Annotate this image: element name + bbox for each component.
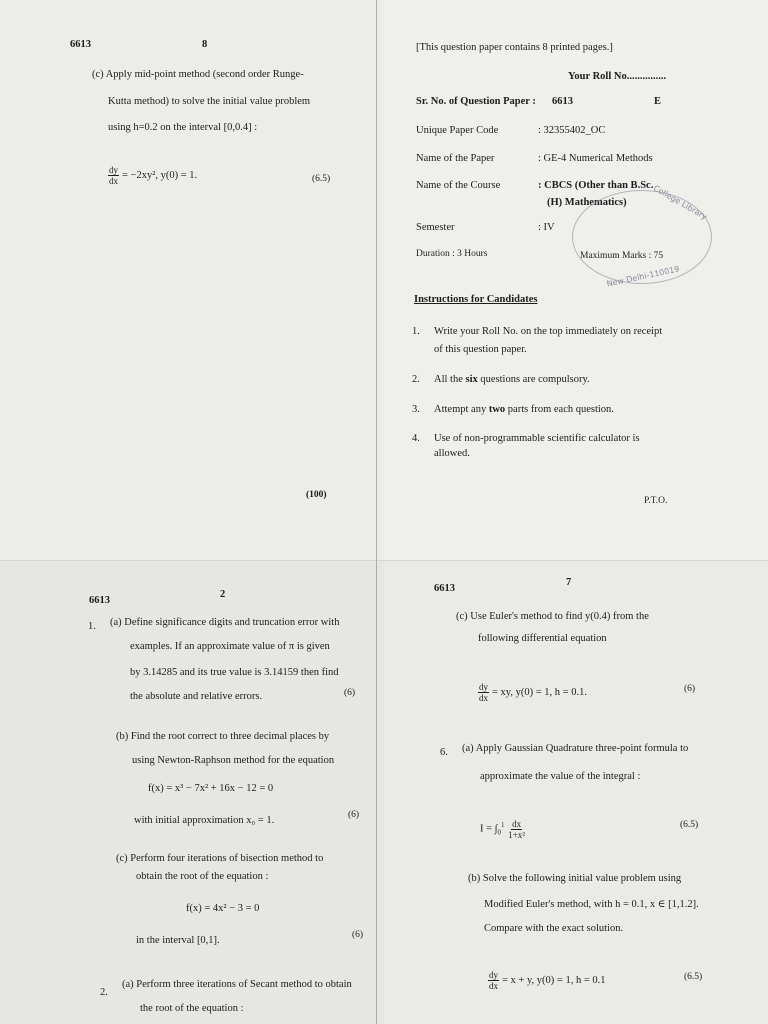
upper-limit: 1: [501, 821, 505, 829]
question-text: Modified Euler's method, with h = 0.1, x ∈ [1,1.2].: [484, 899, 699, 910]
course-value: : CBCS (Other than B.Sc.: [538, 180, 654, 191]
course-label: Name of the Course: [416, 180, 501, 191]
lower-limit: 0: [497, 828, 502, 837]
total-questions-count: (100): [306, 490, 327, 500]
text-part: parts from each question.: [505, 404, 614, 415]
serial-label: Sr. No. of Question Paper :: [416, 96, 536, 107]
text-emphasis: six: [465, 374, 478, 385]
please-turn-over: P.T.O.: [644, 496, 668, 506]
stamp-text: New Delhi-110019: [605, 264, 681, 289]
paper-name-value: : GE-4 Numerical Methods: [538, 153, 653, 164]
upc-value: : 32355402_OC: [538, 125, 606, 136]
instruction-number: 2.: [412, 374, 420, 385]
horizontal-fold-line: [0, 560, 768, 561]
question-number: 6.: [440, 747, 448, 758]
center-fold-line: [376, 0, 377, 1024]
question-text: Compare with the exact solution.: [484, 923, 624, 934]
eq-body: = x + y, y(0) = 1, h = 0.1: [502, 974, 606, 986]
header-note: [This question paper contains 8 printed pages.]: [416, 42, 613, 53]
instruction-text: Write your Roll No. on the top immediately on receipt: [434, 326, 663, 337]
page-7-quadrant: [384, 560, 768, 1024]
paper-code: 6613: [70, 39, 91, 50]
question-number: 1.: [88, 621, 96, 632]
equation: f(x) = x³ − 7x² + 16x − 12 = 0: [148, 783, 274, 794]
eq-denominator: dx: [479, 693, 488, 703]
question-text: following differential equation: [478, 633, 607, 644]
equation: f(x) = 4x² − 3 = 0: [186, 903, 260, 914]
question-text: by 3.14285 and its true value is 3.14159 then find: [130, 667, 339, 678]
maximum-marks: Maximum Marks : 75: [580, 251, 664, 261]
question-text: (c) Apply mid-point method (second order Runge-: [92, 69, 304, 80]
instructions-title: Instructions for Candidates: [414, 294, 538, 305]
question-text: Kutta method) to solve the initial value problem: [108, 96, 311, 107]
marks: (6.5): [312, 174, 331, 184]
question-text: examples. If an approximate value of π is given: [130, 641, 330, 652]
marks: (6): [344, 688, 356, 698]
question-text: (a) Define significance digits and truncation error with: [110, 617, 340, 628]
question-text: with initial approximation x₀ = 1.: [134, 815, 275, 826]
eq-body: = xy, y(0) = 1, h = 0.1.: [492, 686, 587, 698]
page-number: 8: [202, 39, 208, 50]
question-text: (b) Solve the following initial value problem using: [468, 873, 682, 884]
text-part: questions are compulsory.: [477, 374, 590, 385]
eq-body: = −2xy², y(0) = 1.: [122, 169, 198, 181]
equation: [478, 682, 587, 703]
semester-value: : IV: [538, 222, 555, 233]
marks: (6.5): [684, 972, 703, 982]
question-text: obtain the root of the equation :: [136, 871, 269, 882]
question-text: in the interval [0,1].: [136, 935, 220, 946]
question-text: (a) Perform three iterations of Secant method to obtain: [122, 979, 352, 990]
equation: [488, 970, 606, 991]
page-number: 7: [566, 577, 572, 588]
instruction-number: 1.: [412, 326, 420, 337]
eq-numerator: dy: [479, 682, 488, 692]
question-text: (c) Use Euler's method to find y(0.4) from the: [456, 611, 649, 622]
text-part: All the: [434, 374, 466, 385]
eq-numerator: dy: [109, 165, 118, 175]
duration: Duration : 3 Hours: [416, 249, 488, 259]
question-text: using Newton-Raphson method for the equation: [132, 755, 335, 766]
text-emphasis: two: [488, 404, 506, 415]
equation: [108, 165, 197, 186]
roll-number-field: Your Roll No...............: [568, 71, 667, 82]
integral-symbol: I = ∫: [480, 823, 498, 835]
course-value-cont: (H) Mathematics): [547, 197, 627, 208]
question-text: the absolute and relative errors.: [130, 691, 263, 702]
question-text: (c) Perform four iterations of bisection method to: [116, 853, 324, 864]
stamp-text: College Library: [651, 183, 709, 222]
instruction-text: allowed.: [434, 448, 470, 459]
upc-label: Unique Paper Code: [416, 125, 499, 136]
instruction-text: of this question paper.: [434, 344, 527, 355]
eq-denominator: dx: [489, 981, 498, 991]
paper-name-label: Name of the Paper: [416, 153, 495, 164]
cover-page-quadrant: [384, 0, 768, 560]
paper-code: 6613: [89, 595, 110, 606]
eq-numerator: dy: [489, 970, 498, 980]
eq-denominator: dx: [109, 176, 118, 186]
instruction-text: [434, 403, 614, 417]
question-text: (a) Apply Gaussian Quadrature three-point formula to: [462, 743, 689, 754]
page-8-quadrant: [0, 0, 384, 560]
question-text: using h=0.2 on the interval [0,0.4] :: [108, 122, 258, 133]
question-number: 2.: [100, 987, 108, 998]
paper-code: 6613: [434, 583, 455, 594]
page-2-quadrant: [0, 560, 384, 1024]
instruction-number: 3.: [412, 404, 420, 415]
eq-denominator: 1+x²: [508, 829, 525, 840]
instruction-number: 4.: [412, 433, 420, 444]
question-text: approximate the value of the integral :: [480, 771, 641, 782]
integral-equation: [480, 818, 529, 840]
text-part: Attempt any: [434, 404, 489, 415]
serial-value: 6613: [552, 96, 573, 107]
instruction-text: [434, 373, 590, 387]
instruction-text: Use of non-programmable scientific calculator is: [434, 433, 640, 444]
question-text: (b) Find the root correct to three decimal places by: [116, 731, 330, 742]
marks: (6): [348, 810, 360, 820]
eq-numerator: dx: [512, 818, 522, 829]
marks: (6): [352, 930, 364, 940]
marks: (6.5): [680, 820, 699, 830]
page-number: 2: [220, 589, 226, 600]
semester-label: Semester: [416, 222, 455, 233]
serial-letter: E: [654, 96, 662, 107]
marks: (6): [684, 684, 696, 694]
question-text: the root of the equation :: [140, 1003, 244, 1014]
